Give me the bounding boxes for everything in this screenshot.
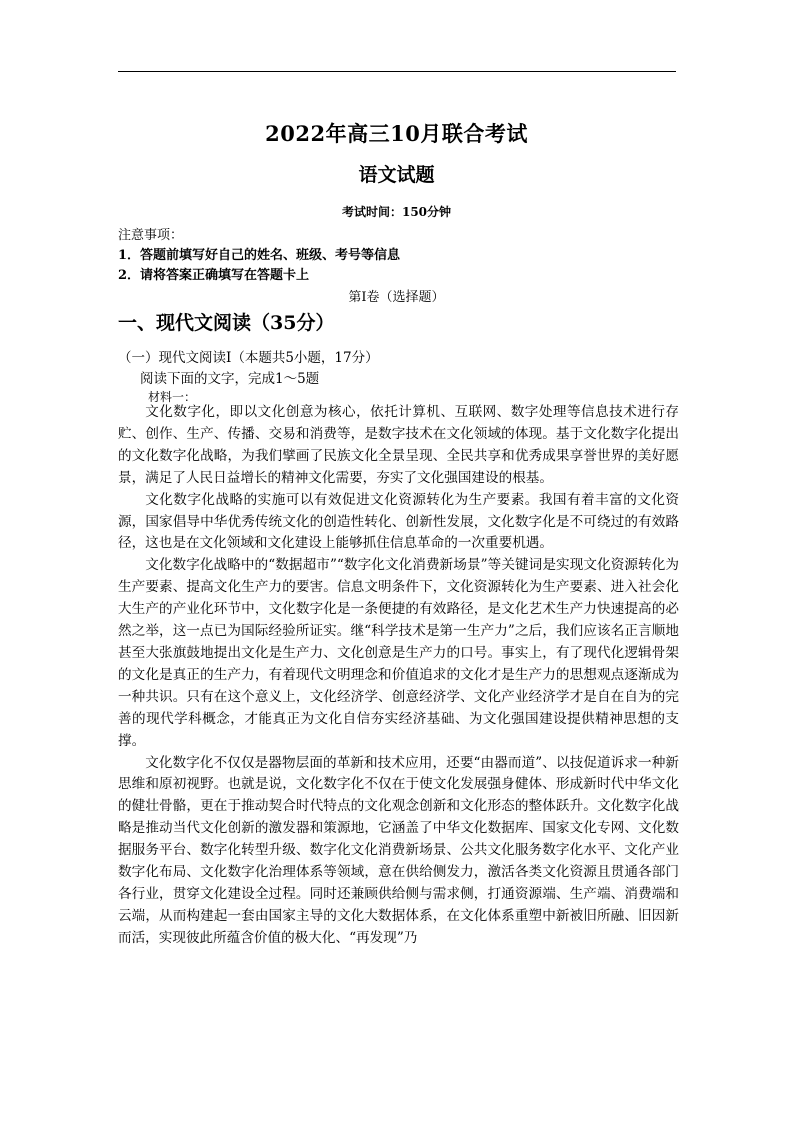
notice-item: 1．答题前填写好自己的姓名、班级、考号等信息 [118, 248, 401, 263]
material-label: 材料一： [148, 390, 197, 404]
reading-instruction: 阅读下面的文字，完成1～5题 [140, 371, 320, 387]
exam-title: 2022年高三10月联合考试 [265, 121, 528, 146]
exam-time: 考试时间：150分钟 [341, 205, 452, 219]
passage-paragraph: 文化数字化战略的实施可以有效促进文化资源转化为生产要素。我国有着丰富的文化资源，国家倡导中华优秀传统文化的创造性转化、创新性发展，文化数字化是不可绕过的有效路径，这也是在文化领域和文化建设上能够抓住信息革命的一次重要机遇。 [118, 491, 679, 552]
notice-item: 2．请将答案正确填写在答题卡上 [118, 268, 310, 283]
header-rule [118, 71, 676, 72]
volume-title: 第Ⅰ卷（选择题） [348, 290, 445, 305]
subsection-title: （一）现代文阅读Ⅰ（本题共5小题，17分） [118, 350, 379, 366]
passage-paragraph: 文化数字化战略中的“数据超市”“数字化文化消费新场景”等关键词是实现文化资源转化为生产要素、提高文化生产力的要害。信息文明条件下，文化资源转化为生产要素、进入社会化大生产的产业化环节中，文化数字化是一条便捷的有效路径，是文化艺术生产力快速提高的必然之举，这一点已为国际经验所证实。继“科学技术是第一生产力”之后，我们应该名正言顺地甚至大张旗鼓地提出文化是生产力、文化创意是生产力的口号。事实上，有了现代化逻辑骨架的文化是真正的生产力，有着现代文明理念和价值追求的文化才是生产力的思想观点逐渐成为一种共识。只有在这个意义上，文化经济学、创意经济学、文化产业经济学才是自在自为的完善的现代学科概念，才能真正为文化自信夯实经济基础、为文化强国建设提供精神思想的支撑。 [118, 557, 679, 749]
passage-paragraph: 文化数字化，即以文化创意为核心，依托计算机、互联网、数字处理等信息技术进行存贮、创作、生产、传播、交易和消费等，是数字技术在文化领域的体现。基于文化数字化提出的文化数字化战略，为我们擘画了民族文化全景呈现、全民共享和优秀成果享誉世界的美好愿景，满足了人民日益增长的精神文化需要，夯实了文化强国建设的根基。 [118, 404, 679, 486]
notice-block [118, 226, 400, 286]
passage-paragraph: 文化数字化不仅仅是器物层面的革新和技术应用，还要“由器而道”、以技促道诉求一种新思维和原初视野。也就是说，文化数字化不仅在于使文化发展强身健体、形成新时代中华文化的健壮骨骼，更在于推动契合时代特点的文化观念创新和文化形态的整体跃升。文化数字化战略是推动当代文化创新的激发器和策源地，它涵盖了中华文化数据库、国家文化专网、文化数据服务平台、数字化转型升级、数字化文化消费新场景、公共文化服务数字化水平、文化产业数字化布局、文化数字化治理体系等领域，意在供给侧发力，激活各类文化资源且贯通各部门各行业，贯穿文化建设全过程。同时还兼顾供给侧与需求侧，打通资源端、生产端、消费端和云端，从而构建起一套由国家主导的文化大数据体系，在文化体系重塑中新被旧所融、旧因新而活，实现彼此所蕴含价值的极大化、“再发现”乃 [118, 754, 679, 946]
section-title: 一、现代文阅读（35分） [118, 312, 335, 334]
exam-subject: 语文试题 [358, 164, 435, 186]
reading-passage [118, 402, 679, 950]
notice-heading: 注意事项： [118, 228, 184, 243]
